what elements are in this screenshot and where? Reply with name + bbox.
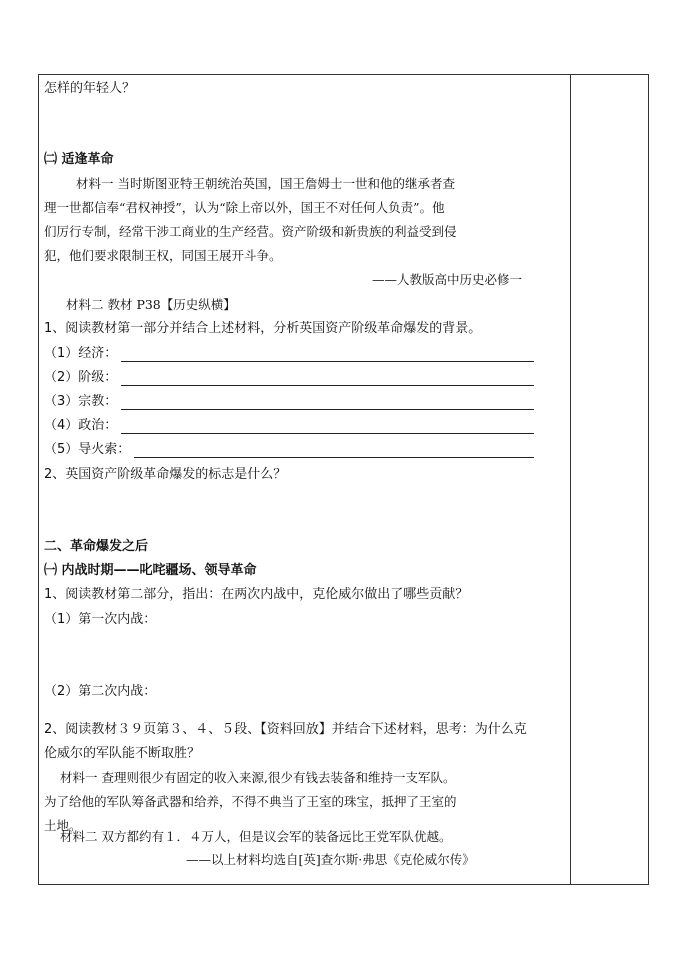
fill-item-politics: （4）政治： — [44, 418, 118, 433]
section-heading-fate: ㈡ 适逢革命 — [44, 152, 114, 167]
civil-war-material2: 材料二 双方都约有１．４万人，但是议会军的装备远比王党军队优越。 — [60, 829, 452, 844]
column-divider — [570, 74, 571, 885]
material1-line3: 们厉行专制，经常干涉工商业的生产经营。资产阶级和新贵族的利益受到侵 — [44, 224, 457, 239]
material1-source: ——人教版高中历史必修一 — [372, 272, 523, 287]
sub-heading-civil-war: ㈠ 内战时期——叱咤疆场、领导革命 — [44, 563, 257, 578]
fill-item-class: （2）阶级： — [44, 370, 118, 385]
answer-blank-economy[interactable] — [121, 361, 534, 362]
material1-line4: 犯，他们要求限制王权，同国王展开斗争。 — [44, 248, 282, 263]
answer-blank-religion[interactable] — [121, 409, 534, 410]
fill-item-trigger: （5）导火索： — [44, 442, 131, 457]
section-heading-after: 二、革命爆发之后 — [44, 539, 149, 554]
civil-war-material1-line1: 材料一 查理则很少有固定的收入来源,很少有钱去装备和维持一支军队。 — [60, 770, 456, 785]
first-civil-war-label: （1）第一次内战： — [44, 612, 157, 627]
civil-war-question-2-line2: 伦威尔的军队能不断取胜？ — [44, 746, 201, 761]
material2-reference: 材料二 教材 P38【历史纵横】 — [66, 297, 236, 312]
material1-line1: 材料一 当时斯图亚特王朝统治英国，国王詹姆士一世和他的继承者查 — [76, 176, 455, 191]
question-2: 2、英国资产阶级革命爆发的标志是什么？ — [44, 467, 287, 482]
civil-war-question-1: 1、阅读教材第二部分，指出：在两次内战中，克伦威尔做出了哪些贡献？ — [44, 587, 469, 602]
answer-blank-politics[interactable] — [121, 433, 534, 434]
answer-blank-class[interactable] — [121, 385, 534, 386]
civil-war-question-2-line1: 2、阅读教材３９页第３、４、５段、【资料回放】并结合下述材料，思考：为什么克 — [44, 722, 527, 737]
civil-war-material1-line2: 为了给他的军队筹备武器和给养，不得不典当了王室的珠宝，抵押了王室的 — [44, 794, 457, 809]
fill-item-religion: （3）宗教： — [44, 394, 118, 409]
civil-war-material1-line3: 土地。 — [44, 818, 82, 833]
intro-question: 怎样的年轻人？ — [44, 81, 136, 96]
fill-item-economy: （1）经济： — [44, 346, 118, 361]
civil-war-material-source: ——以上材料均选自[英]查尔斯·弗思《克伦威尔传》 — [186, 852, 475, 867]
second-civil-war-label: （2）第二次内战： — [44, 684, 157, 699]
question-1: 1、阅读教材第一部分并结合上述材料，分析英国资产阶级革命爆发的背景。 — [44, 321, 482, 336]
answer-blank-trigger[interactable] — [134, 457, 534, 458]
material1-line2: 理一世都信奉“君权神授”，认为“除上帝以外，国王不对任何人负责”。他 — [44, 200, 445, 215]
